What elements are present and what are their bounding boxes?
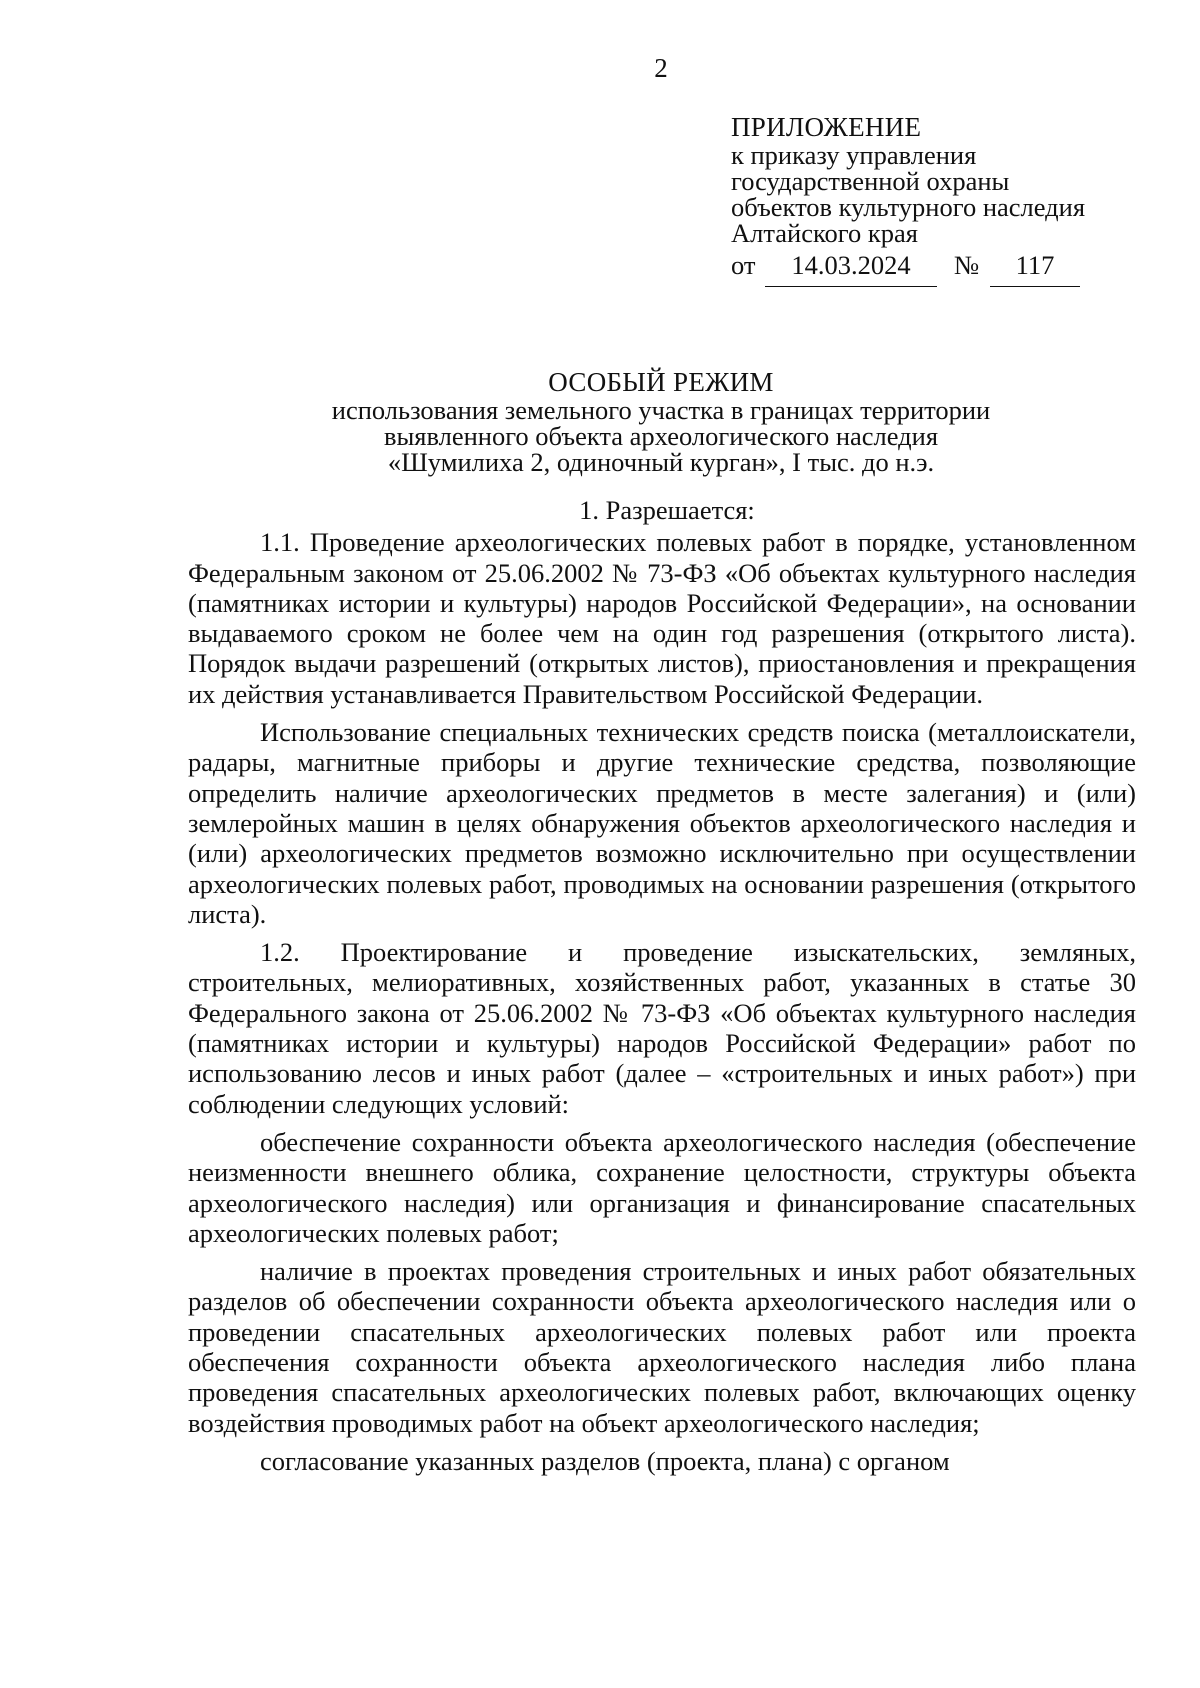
order-number: 117 <box>990 252 1080 287</box>
paragraph-1-1: 1.1. Проведение археологических полевых работ в порядке, установленном Федеральным законом от 25.06.2002 № 73-ФЗ «Об объектах культурного наследия (памятниках истории и культуры) народов Российской Федерации», на основании выдаваемого сроком не более чем на один год разрешения (открытого листа). Порядок выдачи разрешений (открытых листов), приостановления и прекращения их действия устанавливается Правительством Российской Федерации. <box>188 527 1136 709</box>
appendix-line: государственной охраны <box>731 166 1010 196</box>
order-date: 14.03.2024 <box>765 252 937 287</box>
section-title: 1. Разрешается: <box>579 495 755 525</box>
paragraph-preservation: обеспечение сохранности объекта археологического наследия (обеспечение неизменности внешнего облика, сохранение целостности, структуры объекта археологического наследия) или организация и финансирование спасательных археологических полевых работ; <box>188 1126 1136 1248</box>
appendix-line: к приказу управления <box>731 140 977 170</box>
appendix-line: объектов культурного наследия <box>731 192 1086 222</box>
appendix-block <box>731 112 1171 288</box>
paragraph-project-sections: наличие в проектах проведения строительных и иных работ обязательных разделов об обеспечении сохранности объекта археологического наследия или о проведении спасательных археологических полевых работ или проекта обеспечения сохранности объекта археологического наследия либо плана проведения спасательных археологических полевых работ, включающих оценку воздействия проводимых работ на объект археологического наследия; <box>188 1256 1136 1438</box>
heading-line: использования земельного участка в границах территории <box>331 395 991 425</box>
paragraph-special-means: Использование специальных технических средств поиска (металлоискатели, радары, магнитные приборы и другие технические средства, позволяющие определить наличие археологических предметов в месте залегания) и (или) землеройных машин в целях обнаружения объектов археологического наследия и (или) археологических предметов возможно исключительно при осуществлении археологических полевых работ, проводимых на основании разрешения (открытого листа). <box>188 717 1136 929</box>
document-heading <box>186 367 1136 475</box>
document-body <box>188 495 1136 1476</box>
paragraph-1-2: 1.2. Проектирование и проведение изыскательских, земляных, строительных, мелиоративных, хозяйственных работ, указанных в статье 30 Федерального закона от 25.06.2002 № 73-ФЗ «Об объектах культурного наследия (памятниках истории и культуры) народов Российской Федерации» работ по использованию лесов и иных работ (далее – «строительных и иных работ») при соблюдении следующих условий: <box>188 937 1136 1119</box>
heading-title: ОСОБЫЙ РЕЖИМ <box>548 367 774 397</box>
order-from-label: от <box>731 250 756 280</box>
order-reference <box>731 252 1171 288</box>
appendix-line: Алтайского края <box>731 218 918 248</box>
paragraph-approval: согласование указанных разделов (проекта, плана) с органом <box>260 1445 950 1476</box>
heading-line: выявленного объекта археологического наследия <box>383 421 939 451</box>
order-number-label: № <box>954 250 980 280</box>
heading-line: «Шумилиха 2, одиночный курган», I тыс. до н.э. <box>387 447 935 477</box>
appendix-title: ПРИЛОЖЕНИЕ <box>731 112 922 142</box>
page-number: 2 <box>654 53 668 83</box>
